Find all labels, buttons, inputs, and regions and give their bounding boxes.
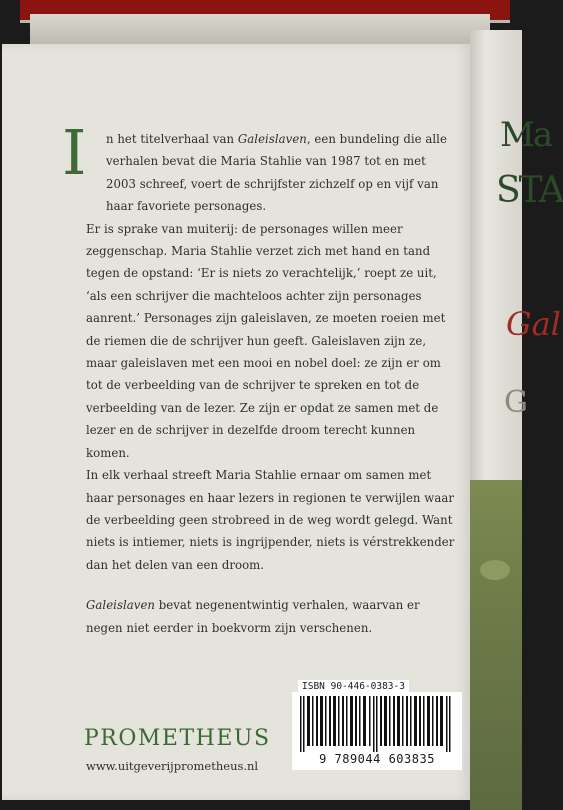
barcode <box>292 692 462 770</box>
spine-author-line2: STA <box>496 170 563 211</box>
p1-book-title: Galeislaven <box>237 132 307 146</box>
p1-start: n het titelverhaal van <box>106 132 238 146</box>
barcode-bars <box>298 696 456 752</box>
isbn-label: ISBN 90-446-0383-3 <box>298 680 409 693</box>
blurb-paragraph-3: In elk verhaal streeft Maria Stahlie ernaar om samen met haar personages en haar lezers in regionen te verwijlen waar de verbeelding geen strobreed in de weg wordt gelegd. Want niets is intiemer, niets is ingrijpender, niets is vérstrekkender dan het delen van een droom. <box>86 468 455 572</box>
publisher-url: www.uitgeverijprometheus.nl <box>86 759 259 773</box>
blurb-text <box>86 128 456 639</box>
barcode-number: 9 789044 603835 <box>319 752 435 766</box>
book-spine <box>470 30 563 800</box>
p1-continuation: , een bundeling die alle verhalen bevat die Maria Stahlie van 1987 tot en met 2003 schreef, voert de schrijfster zichzelf op en vijf van haar favoriete personages. <box>106 132 447 214</box>
blurb-paragraph-1 <box>86 128 456 218</box>
spine-subtitle: G <box>504 385 528 420</box>
spine-author-line1: Ma <box>500 115 552 155</box>
drop-cap: I <box>62 116 87 189</box>
publisher-logo: PROMETHEUS <box>84 726 271 751</box>
p4-rest: bevat negenentwintig verhalen, waarvan er negen niet eerder in boekvorm zijn verschenen. <box>86 598 420 635</box>
blurb-paragraph-2: Er is sprake van muiterij: de personages willen meer zeggenschap. Maria Stahlie verzet zich met hand en tand tegen de opstand: ‘Er is niets zo verachtelijk,’ roept ze uit, ‘als een schrijver die machteloos achter zijn personages aanrent.’ Personages zijn galeislaven, ze moeten roeien met de riemen die de schrijver hun geeft. Galeislaven zijn ze, maar galeislaven met een mooi en nobel doel: ze zijn er om tot de verbeelding van de schrijver te spreken en tot de verbeelding van de lezer. Ze zijn er opdat ze samen met de lezer en de schrijver in dezelfde droom terecht kunnen komen. <box>86 221 446 460</box>
page-block-top <box>30 14 490 44</box>
spine-cover-image <box>470 480 522 810</box>
spine-title: Gal <box>506 305 561 343</box>
blurb-paragraph-4 <box>86 594 456 639</box>
p4-book-title: Galeislaven <box>86 598 155 613</box>
